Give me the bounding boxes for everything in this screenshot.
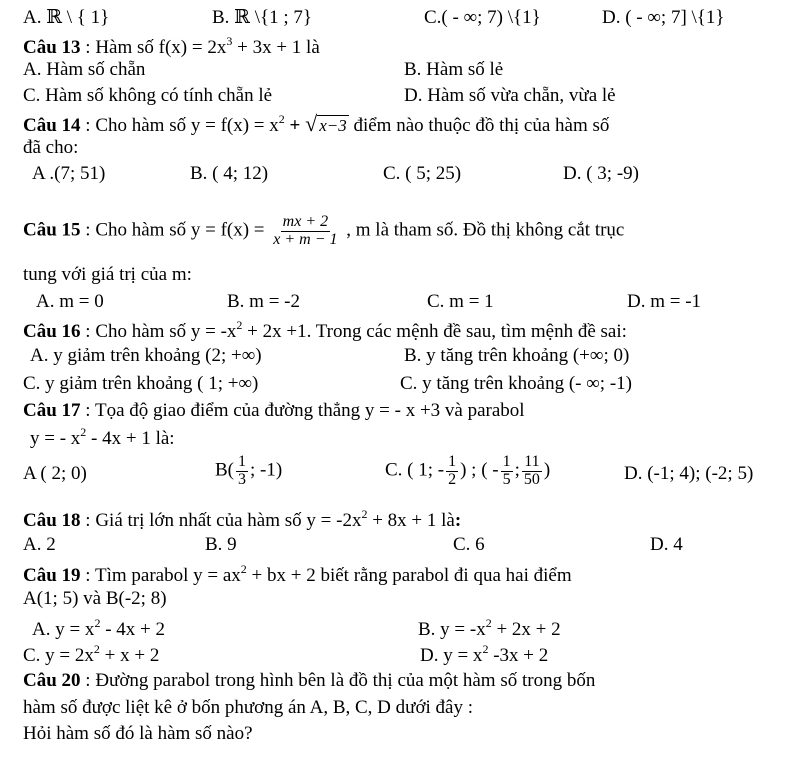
q19-c-sup: 2 bbox=[93, 642, 100, 656]
q19-d-pre: D. y = x bbox=[420, 645, 483, 666]
q19-text2: + bx + 2 biết rằng parabol đi qua hai điểm bbox=[246, 565, 572, 586]
q15-line2: tung với giá trị của m: bbox=[23, 264, 192, 285]
q13-option-b: B. Hàm số lẻ bbox=[404, 59, 504, 80]
q17-line2-b: - 4x + 1 là: bbox=[86, 428, 175, 449]
q17-option-a: A ( 2; 0) bbox=[23, 463, 87, 484]
q15-fraction bbox=[271, 214, 339, 249]
q17-c-den3: 50 bbox=[523, 470, 540, 488]
q15-stem bbox=[23, 214, 624, 249]
q14-sqrt-arg: x−3 bbox=[319, 116, 347, 135]
q19-c-pre: C. y = 2x bbox=[23, 645, 94, 666]
q17-c-sep: ; bbox=[514, 459, 520, 481]
sqrt-icon: √ bbox=[305, 111, 318, 136]
q17-c-post: ) bbox=[543, 459, 551, 481]
q19-d-sup: 2 bbox=[482, 642, 489, 656]
q19-sup: 2 bbox=[240, 562, 247, 576]
q15-option-d: D. m = -1 bbox=[627, 291, 702, 312]
q17-b-fraction bbox=[236, 454, 248, 489]
q17-c-pre: C. ( 1; - bbox=[385, 459, 445, 481]
q18-text2: + 8x + 1 là bbox=[367, 510, 455, 531]
q19-c-post: + x + 2 bbox=[99, 645, 160, 666]
q14-option-d: D. ( 3; -9) bbox=[563, 163, 639, 184]
q12-option-a: A. ℝ \ { 1} bbox=[23, 7, 110, 28]
q14-stem bbox=[23, 112, 609, 137]
q13-text: : Hàm số f(x) = 2x bbox=[80, 37, 227, 58]
q14-sqrt bbox=[305, 112, 349, 137]
q18-label: Câu 18 bbox=[23, 510, 81, 531]
q15-frac-num: mx + 2 bbox=[282, 213, 329, 230]
q19-a-post: - 4x + 2 bbox=[100, 619, 165, 640]
q16-option-d: C. y tăng trên khoảng (- ∞; -1) bbox=[400, 373, 632, 394]
q12-option-b: B. ℝ \{1 ; 7} bbox=[212, 7, 313, 28]
q19-stem bbox=[23, 563, 572, 587]
q15-frac-den: x + m − 1 bbox=[273, 230, 338, 248]
q14-line2: đã cho: bbox=[23, 137, 79, 158]
q19-option-a bbox=[32, 617, 165, 641]
q17-label: Câu 17 bbox=[23, 400, 81, 421]
q20-line3: Hỏi hàm số đó là hàm số nào? bbox=[23, 723, 253, 744]
q19-a-pre: A. y = x bbox=[32, 619, 95, 640]
q17-text: : Tọa độ giao điểm của đường thẳng y = - x +3 và parabol bbox=[80, 400, 525, 421]
q17-stem bbox=[23, 401, 525, 422]
q19-option-c bbox=[23, 643, 159, 667]
q20-line2: hàm số được liệt kê ở bốn phương án A, B, C, D dưới đây : bbox=[23, 697, 473, 718]
q17-b-pre: B( bbox=[215, 459, 234, 481]
q19-option-d bbox=[420, 643, 548, 667]
q13-label: Câu 13 bbox=[23, 37, 81, 58]
q17-option-c bbox=[385, 454, 550, 489]
q19-line2: A(1; 5) và B(-2; 8) bbox=[23, 588, 167, 609]
q19-b-sup: 2 bbox=[485, 616, 492, 630]
q13-sup: 3 bbox=[226, 34, 233, 48]
q19-d-post: -3x + 2 bbox=[488, 645, 549, 666]
q17-line2-a: y = - x bbox=[30, 428, 81, 449]
q15-label: Câu 15 bbox=[23, 219, 81, 241]
q18-text: : Giá trị lớn nhất của hàm số y = -2x bbox=[80, 510, 362, 531]
q20-label: Câu 20 bbox=[23, 670, 81, 691]
q16-text: : Cho hàm số y = -x bbox=[80, 321, 237, 342]
q14-text2: điểm nào thuộc đồ thị của hàm số bbox=[348, 115, 610, 136]
q19-b-pre: B. y = -x bbox=[418, 619, 486, 640]
q17-c-fraction-3 bbox=[522, 454, 542, 489]
q15-option-a: A. m = 0 bbox=[36, 291, 104, 312]
q13-option-a: A. Hàm số chẵn bbox=[23, 59, 146, 80]
q17-c-den2: 5 bbox=[502, 470, 511, 488]
q12-option-c: C.( - ∞; 7) \{1} bbox=[424, 7, 541, 28]
q18-option-b: B. 9 bbox=[205, 534, 237, 555]
q17-c-fraction-2 bbox=[501, 454, 513, 489]
q12-option-d: D. ( - ∞; 7] \{1} bbox=[602, 7, 725, 28]
q18-option-c: C. 6 bbox=[453, 534, 485, 555]
q16-option-a: A. y giảm trên khoảng (2; +∞) bbox=[30, 345, 262, 366]
q16-sup: 2 bbox=[236, 318, 243, 332]
q18-sup: 2 bbox=[361, 507, 368, 521]
q15-option-c: C. m = 1 bbox=[427, 291, 494, 312]
q20-stem bbox=[23, 671, 595, 692]
q16-option-b: B. y tăng trên khoảng (+∞; 0) bbox=[404, 345, 630, 366]
q17-c-num3: 11 bbox=[524, 453, 540, 470]
q17-line2-sup: 2 bbox=[80, 425, 87, 439]
q17-c-den1: 2 bbox=[448, 470, 457, 488]
q16-option-c: C. y giảm trên khoảng ( 1; +∞) bbox=[23, 373, 259, 394]
q15-text: : Cho hàm số y = f(x) = bbox=[80, 219, 270, 241]
q19-text: : Tìm parabol y = ax bbox=[80, 565, 241, 586]
q20-text: : Đường parabol trong hình bên là đồ thị của một hàm số trong bốn bbox=[80, 670, 596, 691]
q14-text: : Cho hàm số y = f(x) = x bbox=[80, 115, 279, 136]
q14-plus: + bbox=[284, 115, 306, 136]
q18-option-d: D. 4 bbox=[650, 534, 683, 555]
q14-label: Câu 14 bbox=[23, 115, 81, 136]
q17-c-mid: ) ; ( - bbox=[460, 459, 499, 481]
q13-text2: + 3x + 1 là bbox=[232, 37, 320, 58]
q17-c-num1: 1 bbox=[448, 453, 457, 470]
q17-b-den: 3 bbox=[238, 470, 246, 488]
q19-label: Câu 19 bbox=[23, 565, 81, 586]
q16-stem bbox=[23, 319, 627, 343]
q19-a-sup: 2 bbox=[94, 616, 101, 630]
q17-c-num2: 1 bbox=[502, 453, 511, 470]
q19-option-b bbox=[418, 617, 561, 641]
q19-b-post: + 2x + 2 bbox=[491, 619, 561, 640]
q17-line2 bbox=[30, 426, 175, 450]
q16-label: Câu 16 bbox=[23, 321, 81, 342]
q18-stem bbox=[23, 508, 461, 532]
q17-c-fraction-1 bbox=[446, 454, 458, 489]
q14-option-c: C. ( 5; 25) bbox=[383, 163, 462, 184]
q17-option-b bbox=[215, 454, 282, 489]
q15-option-b: B. m = -2 bbox=[227, 291, 300, 312]
q14-sup: 2 bbox=[278, 112, 285, 126]
q18-option-a: A. 2 bbox=[23, 534, 56, 555]
q17-option-d: D. (-1; 4); (-2; 5) bbox=[624, 463, 754, 484]
q17-b-num: 1 bbox=[238, 453, 246, 470]
q13-option-d: D. Hàm số vừa chẵn, vừa lẻ bbox=[404, 85, 616, 106]
q14-option-b: B. ( 4; 12) bbox=[190, 163, 269, 184]
q14-option-a: A .(7; 51) bbox=[32, 163, 106, 184]
q17-b-post: ; -1) bbox=[250, 459, 283, 481]
q18-colon: : bbox=[454, 510, 462, 531]
q15-text2: , m là tham số. Đồ thị không cắt trục bbox=[341, 219, 625, 241]
q13-stem bbox=[23, 35, 320, 59]
q16-text2: + 2x +1. Trong các mệnh đề sau, tìm mệnh đề sai: bbox=[242, 321, 627, 342]
q13-option-c: C. Hàm số không có tính chẵn lẻ bbox=[23, 85, 273, 106]
